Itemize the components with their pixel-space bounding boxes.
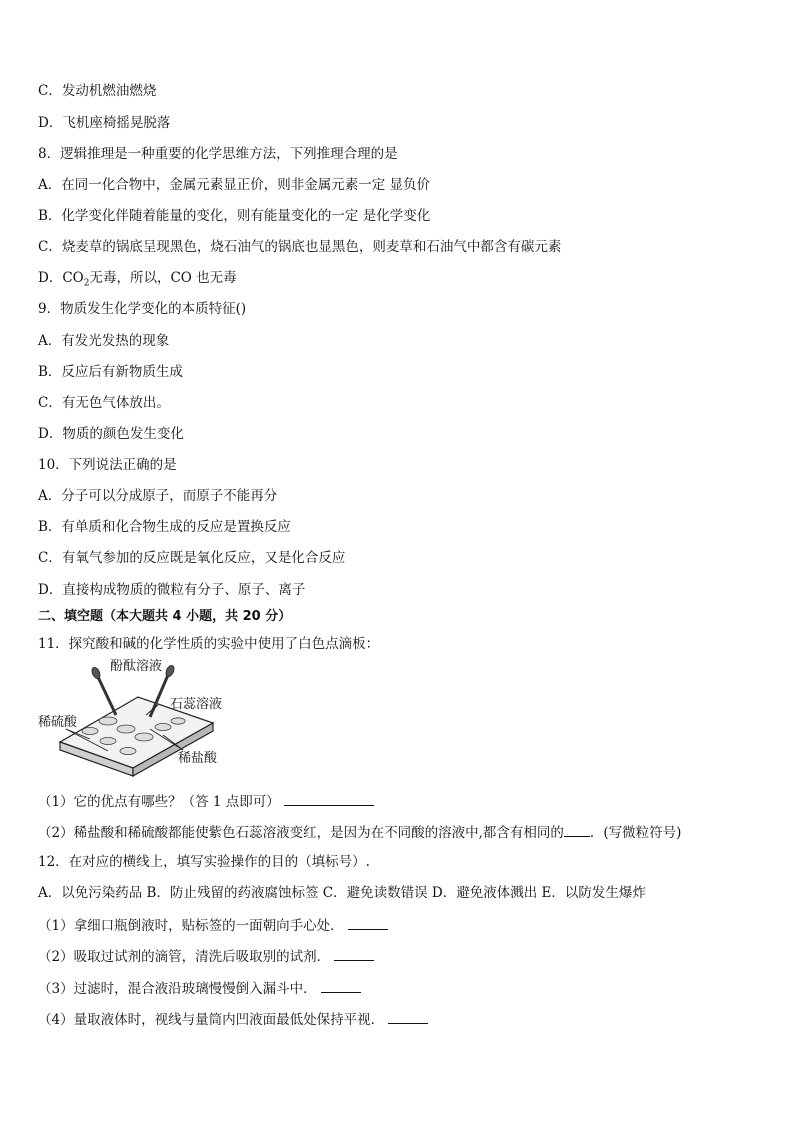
- question-12-2: （2）吸取过试剂的滴管，清洗后吸取别的试剂．: [38, 946, 374, 966]
- question-12-3: （3）过滤时，混合液沿玻璃慢慢倒入漏斗中．: [38, 978, 361, 998]
- question-12: 12．在对应的横线上，填写实验操作的目的（填标号）.: [38, 854, 370, 870]
- answer-blank-11-1[interactable]: [284, 791, 374, 806]
- question-11-1: （1）它的优点有哪些？（答 1 点即可）: [38, 791, 374, 811]
- label-dilute-sulfuric-acid: 稀硫酸: [38, 715, 78, 730]
- answer-blank-12-4[interactable]: [388, 1009, 428, 1024]
- question-11-2: （2）稀盐酸和稀硫酸都能使紫色石蕊溶液变红，是因为在不同酸的溶液中,都含有相同的 ．(写微粒符号): [38, 822, 681, 842]
- option-9d: D．物质的颜色发生变化: [38, 426, 184, 442]
- option-8d: D．$CO_2$无毒，所以，CO 也无毒: [38, 270, 237, 289]
- answer-blank-12-3[interactable]: [321, 978, 361, 993]
- option-7d: D．飞机座椅摇晃脱落: [38, 115, 171, 131]
- option-7c: C．发动机燃油燃烧: [38, 83, 157, 99]
- question-12-1: （1）拿细口瓶倒液时，贴标签的一面朝向手心处．: [38, 915, 388, 935]
- option-8b: B．化学变化伴随着能量的变化，则有能量变化的一定 是化学变化: [38, 208, 431, 224]
- option-8c: C．烧麦草的锅底呈现黑色，烧石油气的锅底也显黑色，则麦草和石油气中都含有碳元素: [38, 239, 562, 255]
- spot-plate-figure: [38, 655, 238, 780]
- question-11: 11．探究酸和碱的化学性质的实验中使用了白色点滴板：: [38, 636, 380, 652]
- option-9b: B．反应后有新物质生成: [38, 364, 183, 380]
- label-litmus: 石蕊溶液: [170, 697, 223, 712]
- answer-blank-12-1[interactable]: [348, 915, 388, 930]
- option-8a: A．在同一化合物中，金属元素显正价，则非金属元素一定 显负价: [38, 177, 431, 193]
- answer-blank-12-2[interactable]: [334, 946, 374, 961]
- option-10b: B．有单质和化合物生成的反应是置换反应: [38, 519, 291, 535]
- question-12-4: （4）量取液体时，视线与量筒内凹液面最低处保持平视．: [38, 1009, 428, 1029]
- question-9: 9．物质发生化学变化的本质特征(): [38, 301, 247, 317]
- option-9c: C．有无色气体放出。: [38, 395, 170, 411]
- label-phenolphthalein: 酚酞溶液: [110, 659, 163, 674]
- option-10d: D．直接构成物质的微粒有分子、原子、离子: [38, 582, 306, 598]
- option-10a: A．分子可以分成原子，而原子不能再分: [38, 488, 278, 504]
- option-9a: A．有发光发热的现象: [38, 333, 170, 349]
- question-12-choices: A．以免污染药品 B．防止残留的药液腐蚀标签 C．避免读数错误 D．避免液体溅出 E．以防发生爆炸: [38, 885, 646, 901]
- section-heading-fill-in: 二、填空题（本大题共 4 小题，共 20 分）: [38, 609, 292, 624]
- question-8: 8．逻辑推理是一种重要的化学思维方法，下列推理合理的是: [38, 146, 398, 162]
- question-10: 10．下列说法正确的是: [38, 457, 177, 473]
- option-10c: C．有氧气参加的反应既是氧化反应，又是化合反应: [38, 550, 346, 566]
- answer-blank-11-2[interactable]: [564, 822, 590, 837]
- label-dilute-hydrochloric-acid: 稀盐酸: [178, 751, 218, 766]
